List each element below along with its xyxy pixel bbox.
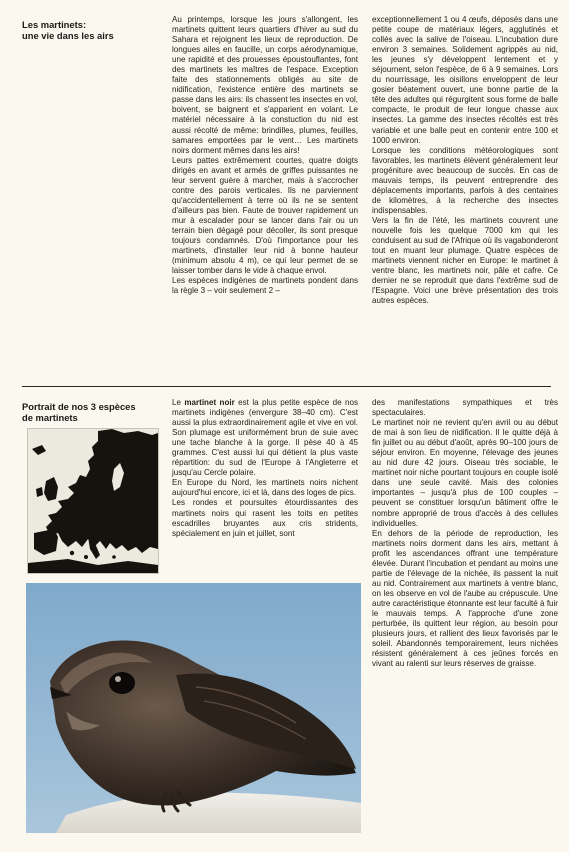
- europe-distribution-map: [27, 428, 159, 574]
- species-name: martinet noir: [184, 398, 235, 407]
- section2-column1: [172, 398, 358, 580]
- section1-column1: [172, 15, 358, 383]
- paragraph: En dehors de la période de reproduction, les martinets noirs dorment dans les airs, mettant à profit les ascendances offrant une température élevée. Durant l'incubation et pendant au moins une partie de l'élevage de la nichée, ils passent la nuit au nid. Contrairement aux martinets à ventre blanc, on les observe en vol de l'aube au crépuscule. Une autre caractéristique étonnante est leur faculté à fuir le mauvais temps. A l'approche d'une zone perturbée, ils quittent leur région, au besoin pour plusieurs jours, et rallient des lieux favorisés par le soleil. Abandonnés temporairement, leurs nichées résistent généralement à ces jeûnes forcés en vivant au ralenti sur leurs réserves de graisse.: [372, 528, 558, 669]
- section1-title-line2: une vie dans les airs: [22, 30, 114, 41]
- section2-title-line2: de martinets: [22, 412, 78, 423]
- paragraph: Les espèces indigènes de martinets pondent dans la règle 3 – voir seulement 2 –: [172, 276, 358, 296]
- paragraph: Lorsque les conditions météorologiques sont favorables, les martinets élèvent généralement leur progéniture avec beaucoup de succès. En cas de mauvais temps, ils peuvent entreprendre des déplacements importants, parfois à des centaines de kilomètres, à la recherche des insectes indispensables.: [372, 145, 558, 215]
- paragraph: exceptionnellement 1 ou 4 œufs, déposés dans une petite coupe de matériaux légers, agglutinés et collés avec la salive de l'oiseau. L'incubation dure environ 3 semaines. Solidement agrippés au nid, les jeunes s'y développent lentement et y séjournent, selon l'espèce, de 6 à 9 semaines. Lors du nourrissage, les oisillons enveloppent de leur gosier béatement ouvert, une bonne partie de la tête des adultes qui régurgitent sous forme de balle compacte, le produit de leur longue chasse aux insectes. La gamme des insectes récoltés est très variable et une balle peut en contenir entre 100 et 1000 environ.: [372, 15, 558, 145]
- common-swift-photo: [26, 583, 361, 833]
- paragraph: Leurs pattes extrêmement courtes, quatre doigts dirigés en avant et armés de griffes puissantes ne leur servent guère à marcher, mais à s'accrocher contre des parois verticales. Ils ne parviennent qu'accidentellement à terre où ils ne se sentent d'ailleurs pas bien. Faute de trouver rapidement un mur à escalader pour se lancer dans l'air ou un terrain bien dégagé pour décoller, ils sont presque toujours condamnés. D'où l'importance pour les martinets, d'installer leur nid à bonne hauteur (minimum absolu 4 m), ce qui leur permet de se laisser tomber dans le vide à chaque envol.: [172, 155, 358, 276]
- intro-text: est la plus petite espèce de nos martinets indigènes (envergure 38–40 cm). C'est aussi la plus extraordinairement agile et vive en vol. Son plumage est uniformément brun de suie avec une tache blanche à la gorge. Il pèse 40 à 45 grammes. C'est aussi lui qui détient la plus vaste répartition: du sud de l'Europe à l'Angleterre et jusqu'au Cercle polaire.: [172, 398, 359, 478]
- paragraph: Les rondes et poursuites étourdissantes des martinets noirs qui rasent les toits en petites escadrilles bruyantes aux cris stridents, spécialement en juin et juillet, sont: [172, 498, 358, 538]
- section1-title: [22, 19, 152, 41]
- intro-prefix: Le: [172, 398, 185, 407]
- paragraph-intro: [172, 398, 358, 478]
- paragraph: En Europe du Nord, les martinets noirs nichent aujourd'hui encore, ici et là, dans des loges de pics.: [172, 478, 358, 498]
- section2-title-line1: Portrait de nos 3 espèces: [22, 401, 136, 412]
- section1-title-line1: Les martinets:: [22, 19, 87, 30]
- swift-illustration: [26, 583, 361, 833]
- section-divider: [22, 386, 551, 387]
- section1-column2: [372, 15, 558, 383]
- paragraph: Le martinet noir ne revient qu'en avril ou au début de mai à son lieu de nidification. Il le quitte déjà à fin juillet ou au début d'août, après 90–100 jours de séjour environ. En moyenne, l'élevage des jeunes au nid dure 42 jours. Oiseau très sociable, le martinet noir niche pourtant toujours en couple isolé dans une seule cavité. Mais des colonies importantes – jusqu'à plus de 100 couples – peuvent se constituer lorsqu'un bâtiment offre le nombre approprié de trous d'accès à des cellules individuelles.: [372, 418, 558, 528]
- section2-title: [22, 401, 162, 423]
- paragraph: Vers la fin de l'été, les martinets couvrent une nouvelle fois les quelque 7000 km qui les conduisent au sud de l'Afrique où ils vagabonderont tout en muant leur plumage. Quatre espèces de martinets viennent nicher en Europe: le martinet à ventre blanc, les martinets noir, pâle et cafre. Ce dernier ne se reproduit que dans l'extrême sud de l'Espagne. Voici une brève présentation des trois autres espèces.: [372, 215, 558, 306]
- paragraph: des manifestations sympathiques et très spectaculaires.: [372, 398, 558, 418]
- map-graphic: [28, 429, 158, 573]
- section2-column2: [372, 398, 558, 838]
- paragraph: Au printemps, lorsque les jours s'allongent, les martinets quittent leurs quartiers d'hiver au sud du Sahara et rejoignent les lieux de reproduction. De longues ailes en faucille, un corps aérodynamique, une rapidité et des prouesses époustouflantes, font des martinets les maîtres de l'espace. Exception faite des stationnements obligés au site de nidification, l'existence entière des martinets se passe dans les airs: ils chassent les insectes en vol, boivent, se baignent et s'apparient en volant. Le matériel nécessaire à la constuction du nid est aussi récolté de même: brindilles, plumes, feuilles, samares emportées par le vent… Les martinets noirs dorment mêmes dans les airs!: [172, 15, 358, 155]
